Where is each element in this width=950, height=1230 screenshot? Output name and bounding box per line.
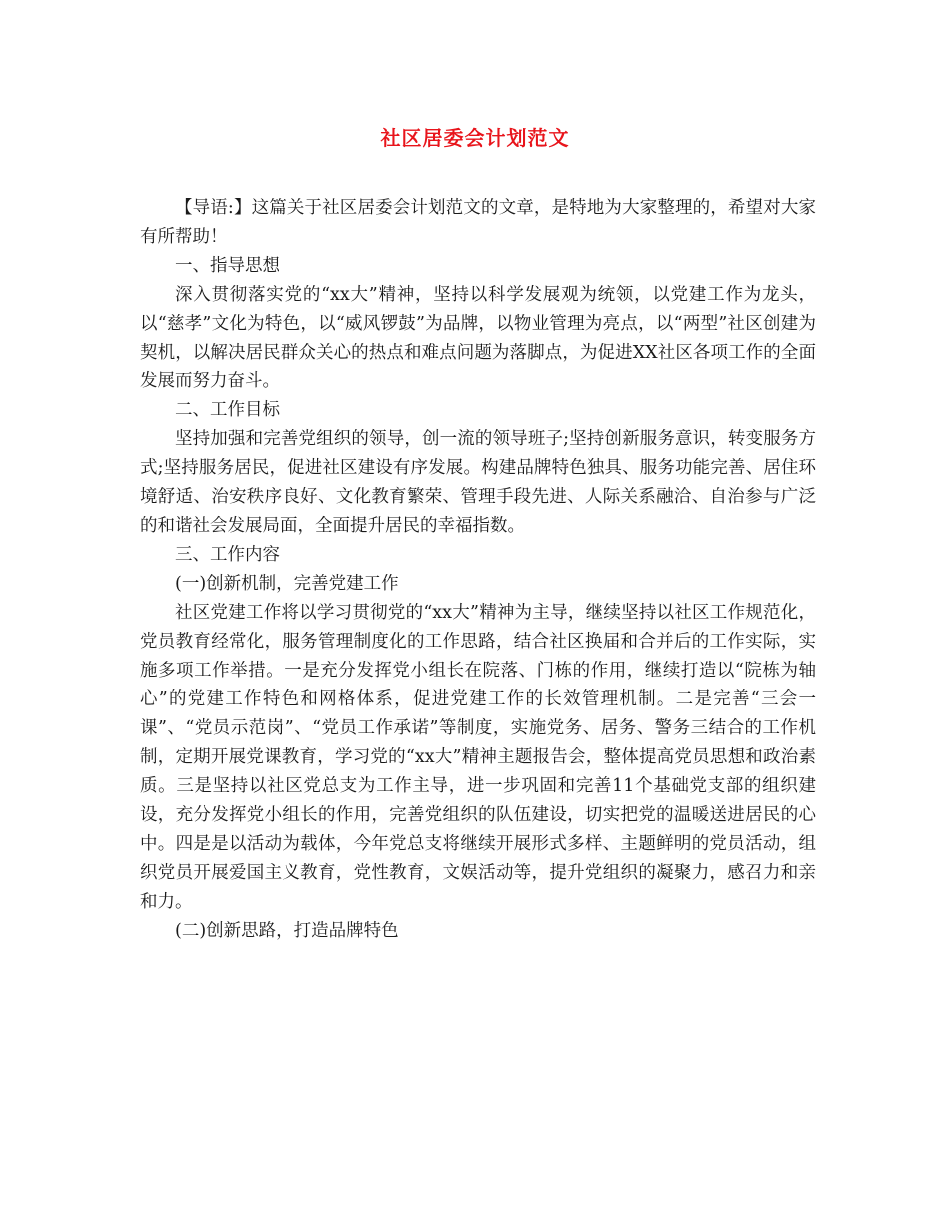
- paragraph-party-building: 社区党建工作将以学习贯彻党的“xx大”精神为主导，继续坚持以社区工作规范化，党员教育经常化，服务管理制度化的工作思路，结合社区换届和合并后的工作实际，实施多项工作举措。一是充分发挥党小组长在院落、门栋的作用，继续打造以“院栋为轴心”的党建工作特色和网格体系，促进党建工作的长效管理机制。二是完善“三会一课”、“党员示范岗”、“党员工作承诺”等制度，实施党务、居务、警务三结合的工作机制，定期开展党课教育，学习党的“xx大”精神主题报告会，整体提高党员思想和政治素质。三是坚持以社区党总支为工作主导，进一步巩固和完善11个基础党支部的组织建设，充分发挥党小组长的作用，完善党组织的队伍建设，切实把党的温暖送进居民的心中。四是是以活动为载体，今年党总支将继续开展形式多样、主题鲜明的党员活动，组织党员开展爱国主义教育，党性教育，文娱活动等，提升党组织的凝聚力，感召力和亲和力。: [140, 602, 816, 912]
- section-heading-guiding-ideology: 一、指导思想: [175, 255, 280, 276]
- section-heading-work-goals: 二、工作目标: [175, 400, 280, 421]
- document-body: [140, 194, 816, 946]
- section-heading-work-content: 三、工作内容: [175, 544, 280, 565]
- subsection-heading-brand-features: (二)创新思路，打造品牌特色: [175, 920, 399, 941]
- paragraph-guiding-ideology: 深入贯彻落实党的“xx大”精神，坚持以科学发展观为统领，以党建工作为龙头，以“慈孝”文化为特色，以“威风锣鼓”为品牌，以物业管理为亮点，以“两型”社区创建为契机，以解决居民群众关心的热点和难点问题为落脚点，为促进XX社区各项工作的全面发展而努力奋斗。: [140, 284, 816, 392]
- intro-paragraph: 【导语:】这篇关于社区居委会计划范文的文章，是特地为大家整理的，希望对大家有所帮助！: [140, 198, 816, 247]
- paragraph-work-goals: 坚持加强和完善党组织的领导，创一流的领导班子;坚持创新服务意识，转变服务方式;坚持服务居民，促进社区建设有序发展。构建品牌特色独具、服务功能完善、居住环境舒适、治安秩序良好、文化教育繁荣、管理手段先进、人际关系融洽、自治参与广泛的和谐社会发展局面，全面提升居民的幸福指数。: [140, 429, 816, 536]
- subsection-heading-party-building: (一)创新机制，完善党建工作: [175, 573, 399, 594]
- document-title: 社区居委会计划范文: [380, 126, 570, 150]
